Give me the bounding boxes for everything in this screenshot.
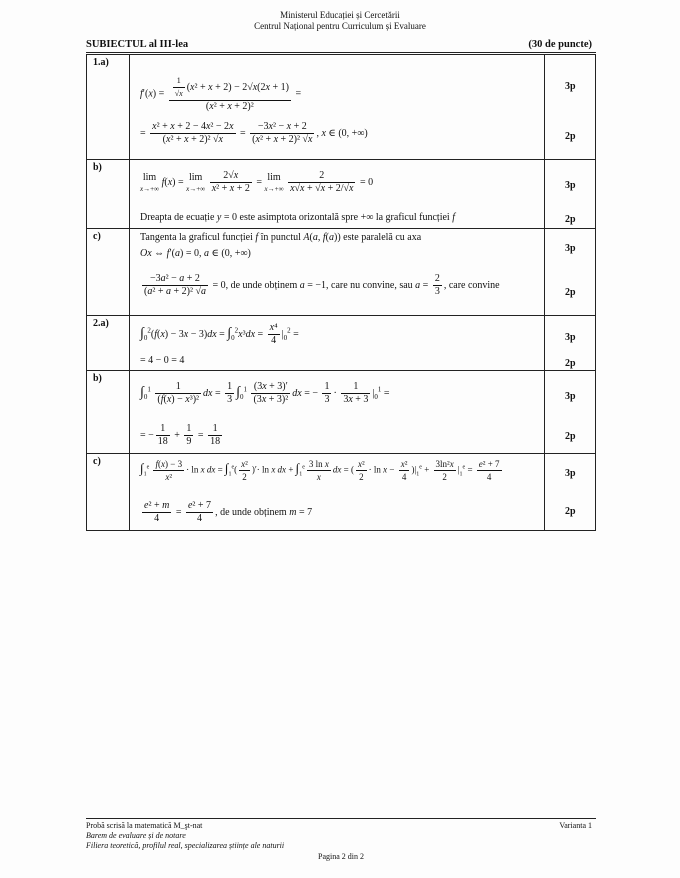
item-label: b) bbox=[87, 371, 130, 454]
solution-cell: $\int_0^1$ $\frac{1}{\text{(f(x) − x³)²}}$ dx = $\frac{1}{3}$ $\int_0^1$ $\frac{(3x + 3)'}{\text{(3x + 3)²}}$ dx = − $\frac{1}{3}$ · $\frac{1}{3x + 3}$ $|_0^1$ = = − $\frac{1}{18}$ + $\frac{1}{9}$ = $\frac{1}{18}$ bbox=[130, 371, 545, 454]
subject-title: SUBIECTUL al III-lea bbox=[86, 39, 189, 50]
subject-bar bbox=[86, 38, 596, 53]
item-label: c) bbox=[87, 229, 130, 316]
points-cell bbox=[545, 160, 596, 229]
footer-variant: Varianta 1 bbox=[559, 821, 592, 830]
table-row bbox=[87, 229, 596, 316]
points-value: 3p bbox=[565, 81, 576, 92]
footer-exam-name: Probă scrisă la matematică M_şt-nat bbox=[86, 821, 203, 830]
solution-cell: Tangenta la graficul funcției f în punctul A(a, f(a)) este paralelă cu axa Ox ⇔ f′(a) = 0, a ∈ (0, +∞) $\frac{\text{−3a² − a + 2}}{\text{(a² + a + 2)² √a}}$ = 0, de unde obținem a = −1, care nu convine, sau a = $\frac{2}{3}$ , care convine bbox=[130, 229, 545, 316]
points-cell bbox=[545, 316, 596, 371]
points-value: 3p bbox=[565, 332, 576, 343]
points-value: 2p bbox=[565, 131, 576, 142]
center-name: Centrul Național pentru Curriculum și Evaluare bbox=[254, 21, 426, 31]
ministry-name: Ministerul Educației și Cercetării bbox=[280, 10, 400, 20]
points-value: 2p bbox=[565, 214, 576, 225]
points-cell bbox=[545, 229, 596, 316]
points-value: 3p bbox=[565, 468, 576, 479]
table-row bbox=[87, 316, 596, 371]
grading-table bbox=[86, 54, 596, 531]
solution-cell: $\int_0^2(f(x) - 3x - 3)dx = \int_0^2x^3dx$ = $\frac{\text{x⁴}}{4}$ $|_0^2$ = = 4 − 0 = 4 bbox=[130, 316, 545, 371]
points-value: 3p bbox=[565, 391, 576, 402]
points-cell bbox=[545, 371, 596, 454]
points-value: 3p bbox=[565, 243, 576, 254]
points-value: 2p bbox=[565, 506, 576, 517]
points-value: 3p bbox=[565, 180, 576, 191]
points-cell bbox=[545, 55, 596, 160]
document-footer bbox=[86, 818, 596, 862]
table-row bbox=[87, 454, 596, 531]
points-cell bbox=[545, 454, 596, 531]
item-label: c) bbox=[87, 454, 130, 531]
table-row bbox=[87, 55, 596, 160]
subject-points: (30 de puncte) bbox=[528, 39, 592, 50]
footer-filiera: Filiera teoretică, profilul real, specializarea științe ale naturii bbox=[86, 841, 285, 850]
page-number: Pagina 2 din 2 bbox=[318, 852, 364, 861]
points-value: 2p bbox=[565, 358, 576, 369]
points-value: 2p bbox=[565, 287, 576, 298]
points-value: 2p bbox=[565, 431, 576, 442]
document-header bbox=[0, 10, 680, 32]
solution-cell: f′(x) = $\frac{1}{√x}$ (x² + x + 2) − 2√x(2x + 1) (x² + x + 2)² = = $\frac{\text{x² + x + 2 − 4x² − 2x}}{\text{(x² + x + 2)² √x}}$ = $\frac{\text{−3x² − x + 2}}{\text{(x² + x + 2)² √x}}$ , x ∈ (0, +∞) bbox=[130, 55, 545, 160]
solution-cell: lim x→+∞ f(x) = lim x→+∞ $\frac{2√x}{\text{x² + x + 2}}$ = lim x→+∞ $\frac{2}{x√x + √x + 2/√x}$ = 0 Dreapta de ecuație y = 0 este asimptota orizontală spre +∞ la graficul funcției f bbox=[130, 160, 545, 229]
table-row bbox=[87, 371, 596, 454]
item-label: b) bbox=[87, 160, 130, 229]
item-label: 2.a) bbox=[87, 316, 130, 371]
item-label: 1.a) bbox=[87, 55, 130, 160]
table-row bbox=[87, 160, 596, 229]
footer-barem: Barem de evaluare și de notare bbox=[86, 831, 186, 840]
solution-cell: $\int_1^e$ $\frac{f(x) - 3}{\text{x²}}$ · ln x dx = $\int_1^e$( $\frac{\text{x²}}{2}$ )′· ln x dx + $\int_1^e$ $\frac{\text{3 ln x}}{x}$ dx = ( $\frac{\text{x²}}{2}$ · ln x − $\frac{\text{x²}}{4}$ )$|_1^e$ + $\frac{\text{3ln²x}}{2}$ $|_1^e$ = $\frac{\text{e² + 7}}{4}$ $\frac{\text{e² + m}}{4}$ = $\frac{\text{e² + 7}}{4}$ , de unde obținem m = 7 bbox=[130, 454, 545, 531]
